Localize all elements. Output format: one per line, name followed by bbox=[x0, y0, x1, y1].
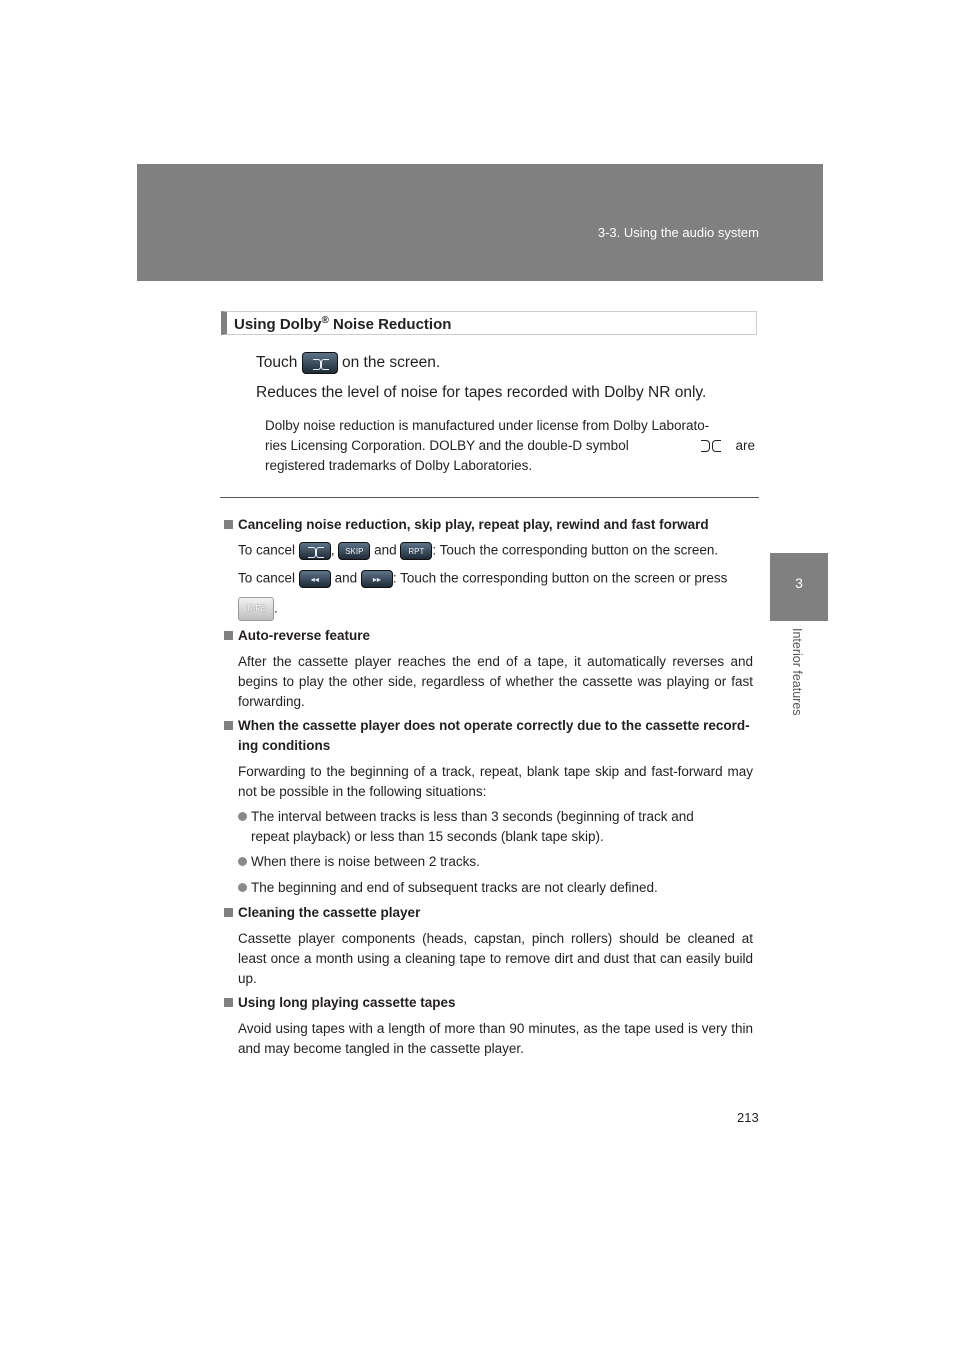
cancel-line-3 bbox=[238, 597, 278, 621]
skip-label: SKIP bbox=[345, 547, 364, 556]
square-bullet-icon bbox=[224, 908, 233, 917]
note-line-2 bbox=[265, 436, 755, 456]
chapter-label bbox=[790, 628, 808, 738]
long-tapes-body: Avoid using tapes with a length of more than 90 minutes, as the tape used is very thin and may become tangled in the cassette player. bbox=[238, 1021, 753, 1056]
bullet-dot-icon bbox=[238, 812, 247, 821]
bullet-dot-icon bbox=[238, 883, 247, 892]
cancel-line2-pre: To cancel bbox=[238, 570, 296, 586]
skip-button-icon bbox=[338, 542, 370, 560]
double-d-icon bbox=[700, 439, 724, 453]
and-text: and bbox=[374, 542, 397, 558]
square-bullet-icon bbox=[224, 721, 233, 730]
cancel-line-1 bbox=[238, 542, 718, 560]
rewind-button-icon bbox=[299, 570, 331, 588]
title-main: Using Dolby bbox=[234, 316, 322, 333]
page-number: 213 bbox=[737, 1110, 759, 1125]
square-bullet-icon bbox=[224, 520, 233, 529]
note-line-1: Dolby noise reduction is manufactured under license from Dolby Laborato- bbox=[265, 418, 710, 433]
repeat-button-icon bbox=[400, 542, 432, 560]
heading-canceling bbox=[224, 517, 709, 532]
dolby-nr-button-icon bbox=[302, 352, 338, 374]
touch-instruction bbox=[256, 352, 440, 374]
heading-not-operate-line2: ing conditions bbox=[238, 738, 331, 753]
fast-forward-button-icon bbox=[361, 570, 393, 588]
reduces-text: Reduces the level of noise for tapes recorded with Dolby NR only. bbox=[256, 384, 707, 401]
cancel-line1-post: : Touch the corresponding button on the screen. bbox=[432, 542, 719, 558]
heading-cleaning-text: Cleaning the cassette player bbox=[238, 905, 421, 920]
bullet1-line2: repeat playback) or less than 15 seconds (blank tape skip). bbox=[251, 829, 604, 844]
touch-post: on the screen. bbox=[342, 354, 441, 372]
list-item bbox=[238, 878, 744, 898]
note-line-2a: ries Licensing Corporation. DOLBY and the double-D symbol bbox=[265, 438, 629, 453]
ff-label: ▸▸ bbox=[372, 575, 381, 584]
rewind-label: ◂◂ bbox=[310, 575, 319, 584]
auto-reverse-body: After the cassette player reaches the end of a tape, it automatically reverses and begins to play the other side, regardless of whether the cassette was playing or fast forwarding. bbox=[238, 654, 753, 709]
list-item bbox=[238, 852, 744, 872]
square-bullet-icon bbox=[224, 998, 233, 1007]
heading-auto-reverse bbox=[224, 628, 370, 643]
cancel-line1-pre: To cancel bbox=[238, 542, 296, 558]
registered-mark: ® bbox=[321, 315, 329, 326]
header-band bbox=[137, 164, 823, 281]
chapter-number: 3 bbox=[795, 575, 803, 591]
cancel-line-2 bbox=[238, 570, 727, 588]
heading-not-operate-line1: When the cassette player does not operate correctly due to the cassette record- bbox=[238, 718, 750, 733]
not-operate-body: Forwarding to the beginning of a track, repeat, blank tape skip and fast-forward may not be possible in the following situations: bbox=[238, 764, 753, 799]
title-rest: Noise Reduction bbox=[328, 316, 452, 333]
dolby-nr-button-icon bbox=[299, 542, 331, 560]
note-line-2b: are bbox=[735, 438, 755, 453]
heading-cleaning bbox=[224, 905, 420, 920]
cleaning-body: Cassette player components (heads, capstan, pinch rollers) should be cleaned at least once a month using a cleaning tape to remove dirt and dust that can easily build up. bbox=[238, 931, 753, 986]
bullet2-text: When there is noise between 2 tracks. bbox=[251, 854, 480, 869]
dolby-section-title-box bbox=[221, 311, 757, 335]
dolby-section-title bbox=[234, 315, 451, 333]
comma: , bbox=[330, 542, 335, 558]
rpt-label: RPT bbox=[408, 547, 425, 556]
heading-canceling-text: Canceling noise reduction, skip play, repeat play, rewind and fast forward bbox=[238, 517, 709, 532]
bullet1-line1: The interval between tracks is less than 3 seconds (beginning of track and bbox=[251, 809, 694, 824]
heading-long-tapes bbox=[224, 995, 456, 1010]
note-line-3: registered trademarks of Dolby Laboratories. bbox=[265, 458, 533, 473]
chapter-label-text: Interior features bbox=[790, 628, 804, 716]
chapter-tab bbox=[770, 553, 828, 621]
bullet3-text: The beginning and end of subsequent tracks are not clearly defined. bbox=[251, 880, 658, 895]
period: . bbox=[274, 600, 278, 616]
dolby-note bbox=[265, 416, 755, 476]
touch-pre: Touch bbox=[256, 354, 298, 372]
list-item bbox=[238, 807, 744, 847]
heading-not-operate bbox=[224, 718, 750, 733]
square-bullet-icon bbox=[224, 631, 233, 640]
and-text: and bbox=[334, 570, 358, 586]
heading-long-tapes-text: Using long playing cassette tapes bbox=[238, 995, 456, 1010]
section-divider bbox=[220, 497, 759, 498]
cancel-line2-post: : Touch the corresponding button on the screen or press bbox=[392, 570, 728, 586]
bullet-dot-icon bbox=[238, 857, 247, 866]
section-title: 3-3. Using the audio system bbox=[597, 225, 759, 240]
heading-auto-reverse-text: Auto-reverse feature bbox=[238, 628, 371, 643]
tape-button-icon: TAPE bbox=[238, 597, 274, 621]
